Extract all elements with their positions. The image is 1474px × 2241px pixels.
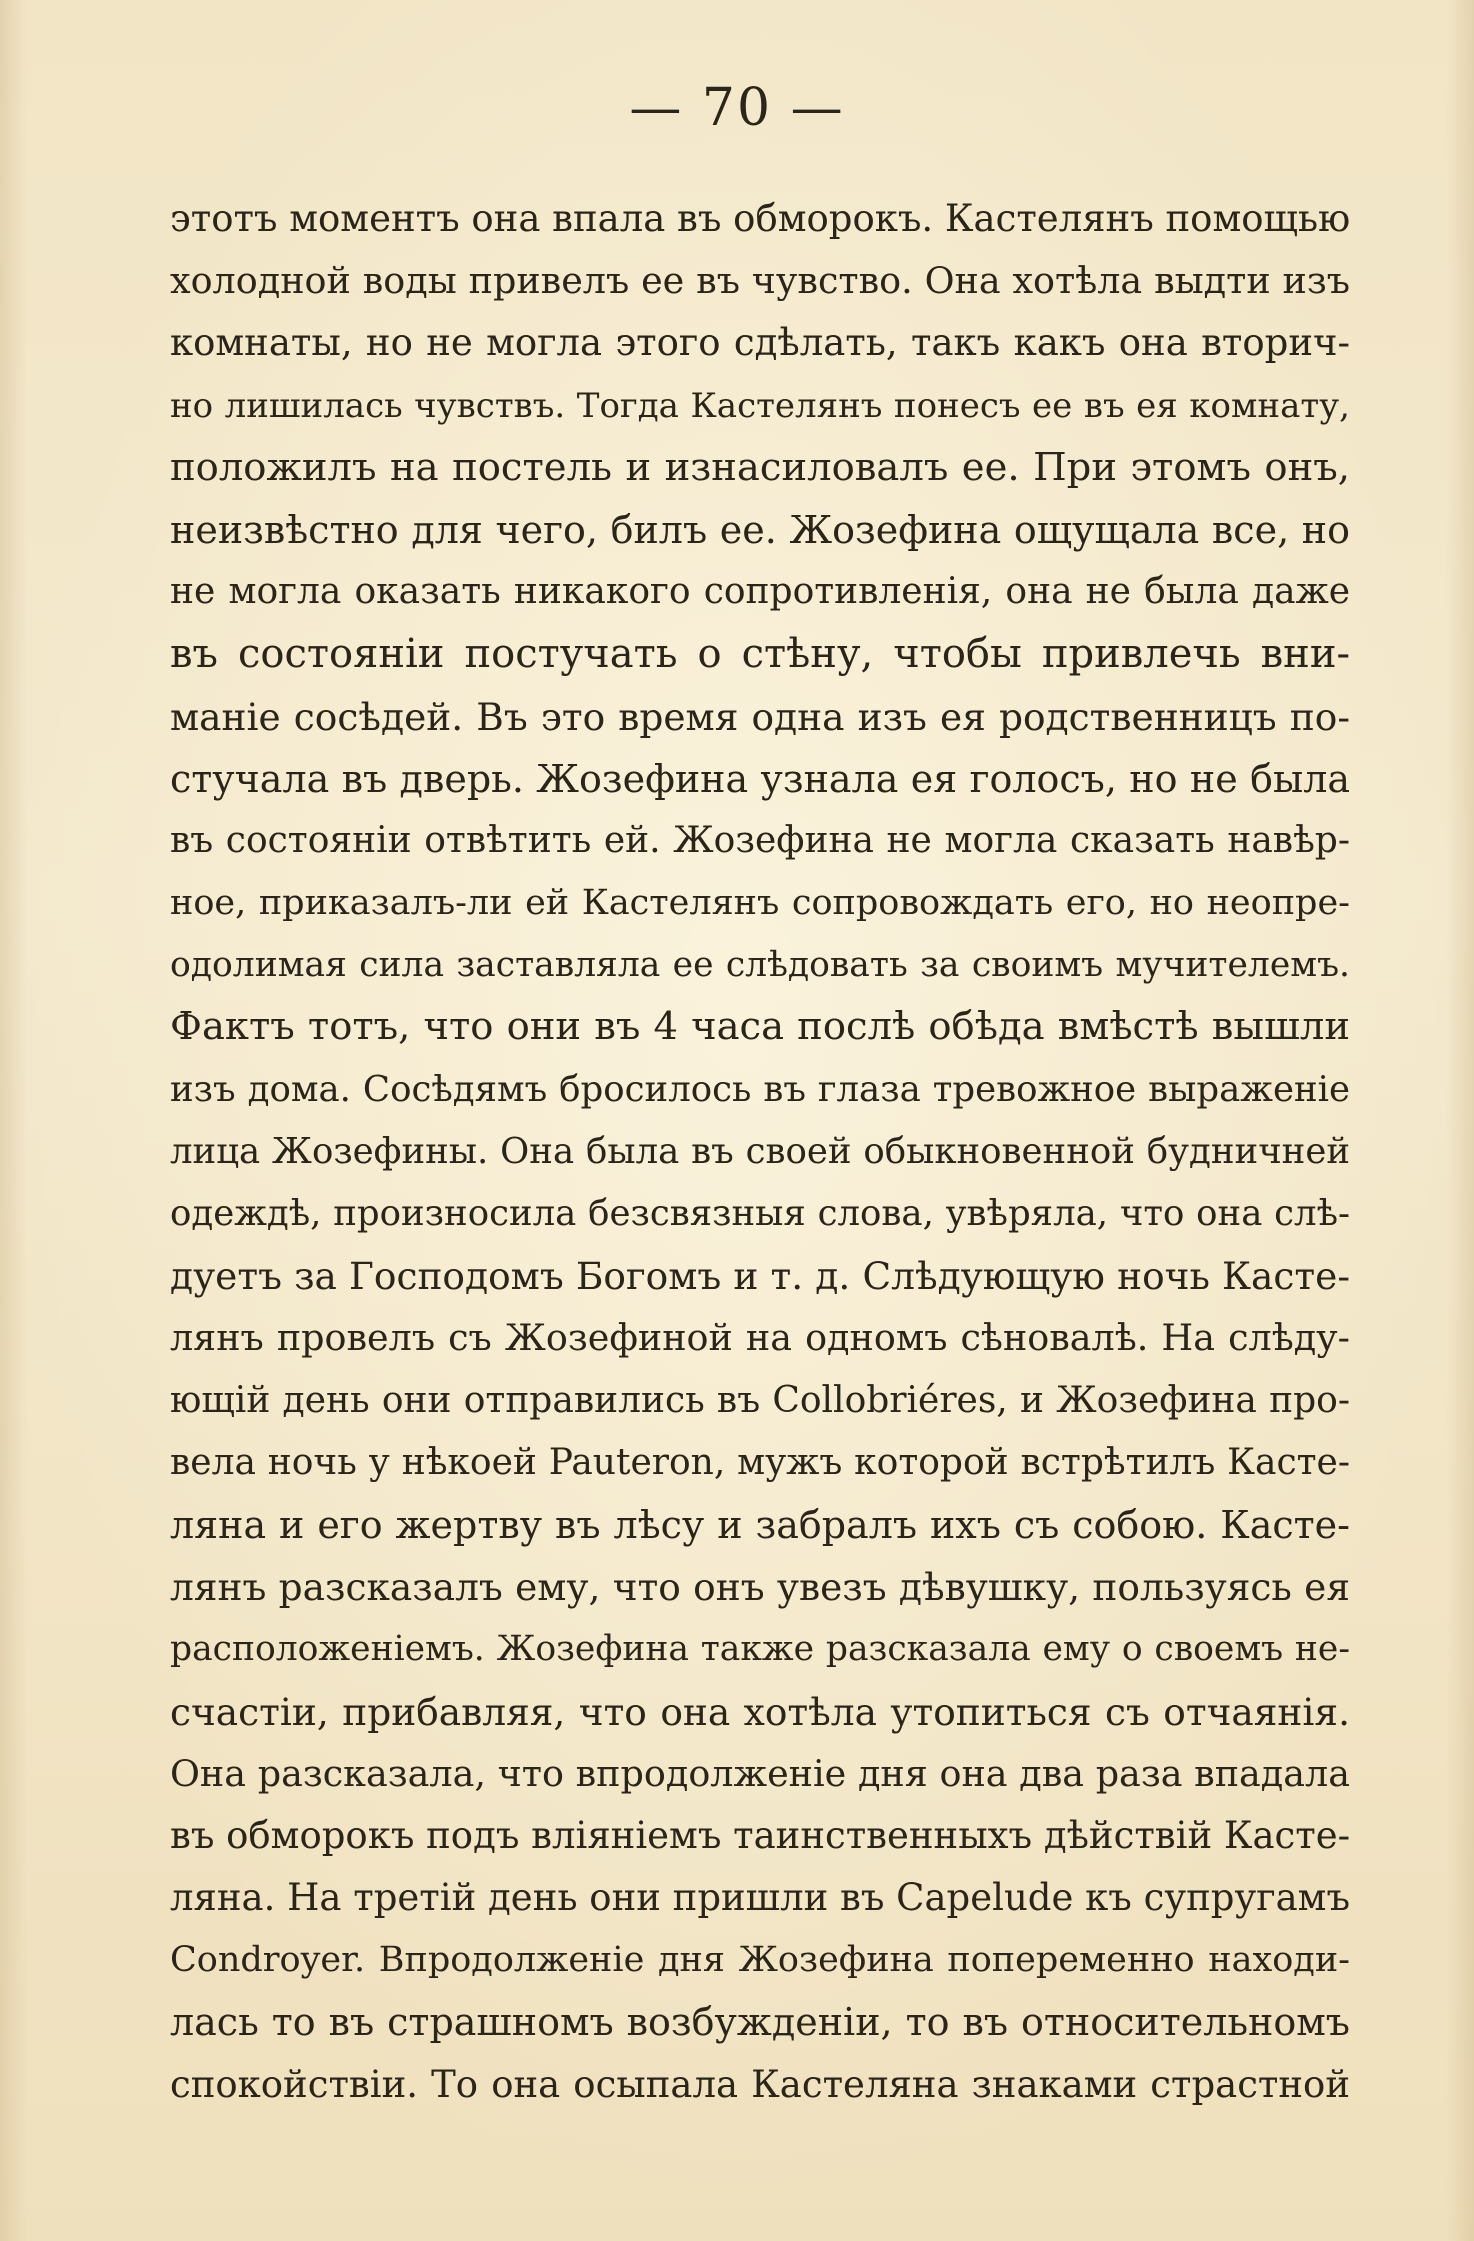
text-line: ное, приказалъ-ли ей Кастелянъ сопровождать его, но неопре- xyxy=(170,883,1350,924)
text-line: стучала въ дверь. Жозефина узнала ея голосъ, но не была xyxy=(170,756,1350,801)
text-line: Condroyer. Впродолженіе дня Жозефина попеременно находи- xyxy=(170,1940,1350,1981)
text-line: одеждѣ, произносила безсвязныя слова, увѣряла, что она слѣ- xyxy=(170,1193,1350,1234)
text-line: въ обморокъ подъ вліяніемъ таинственныхъ дѣйствій Касте- xyxy=(170,1813,1350,1857)
text-line: комнаты, но не могла этого сдѣлать, такъ какъ она вторич- xyxy=(170,321,1350,365)
text-line: но лишилась чувствъ. Тогда Кастелянъ понесъ ее въ ея комнату, xyxy=(170,385,1350,426)
text-line: счастіи, прибавляя, что она хотѣла утопиться съ отчаянія. xyxy=(170,1689,1350,1734)
text-line: расположеніемъ. Жозефина также разсказала ему о своемъ не- xyxy=(170,1629,1350,1670)
text-line: одолимая сила заставляла ее слѣдовать за своимъ мучителемъ. xyxy=(170,945,1350,986)
text-line: лица Жозефины. Она была въ своей обыкновенной будничней xyxy=(170,1130,1350,1172)
text-line: Фактъ тотъ, что они въ 4 часа послѣ обѣда вмѣстѣ вышли xyxy=(170,1004,1350,1050)
text-line: положилъ на постель и изнасиловалъ ее. При этомъ онъ, xyxy=(170,444,1350,490)
page-edge-shadow-left xyxy=(0,0,28,2241)
text-line: этотъ моментъ она впала въ обморокъ. Кастелянъ помощью xyxy=(170,197,1350,240)
page-number: — 70 — xyxy=(629,78,845,138)
page-edge-shadow-right xyxy=(1446,0,1474,2241)
body-text xyxy=(170,188,1350,2116)
text-line: ющій день они отправились въ Collobriéres, и Жозефина про- xyxy=(170,1379,1350,1421)
text-line: Она разсказала, что впродолженіе дня она два раза впадала xyxy=(170,1751,1350,1795)
text-line: въ состояніи постучать о стѣну, чтобы привлечь вни- xyxy=(170,631,1350,678)
text-line: неизвѣстно для чего, билъ ее. Жозефина ощущала все, но xyxy=(170,507,1350,552)
text-line: ляна. На третій день они пришли въ Capelude къ супругамъ xyxy=(170,1876,1350,1920)
text-line: спокойствіи. То она осыпала Кастеляна знаками страстной xyxy=(170,2062,1350,2106)
text-line: изъ дома. Сосѣдямъ бросилось въ глаза тревожное выраженіе xyxy=(170,1068,1350,1110)
text-line: дуетъ за Господомъ Богомъ и т. д. Слѣдующую ночь Касте- xyxy=(170,1254,1350,1299)
text-line: вела ночь у нѣкоей Pauteron, мужъ которой встрѣтилъ Касте- xyxy=(170,1441,1350,1483)
text-line: холодной воды привелъ ее въ чувство. Она хотѣла выдти изъ xyxy=(170,259,1350,303)
text-line: ляна и его жертву въ лѣсу и забралъ ихъ съ собою. Касте- xyxy=(170,1502,1350,1547)
text-line: лась то въ страшномъ возбужденіи, то въ относительномъ xyxy=(170,2000,1350,2045)
text-line: не могла оказать никакого сопротивленія, она не была даже xyxy=(170,571,1350,613)
text-line: лянъ разсказалъ ему, что онъ увезъ дѣвушку, пользуясь ея xyxy=(170,1565,1350,1610)
text-line: лянъ провелъ съ Жозефиной на одномъ сѣновалѣ. На слѣду- xyxy=(170,1316,1350,1360)
text-line: въ состояніи отвѣтить ей. Жозефина не могла сказать навѣр- xyxy=(170,819,1350,861)
text-line: маніе сосѣдей. Въ это время одна изъ ея родственницъ по- xyxy=(170,694,1350,739)
